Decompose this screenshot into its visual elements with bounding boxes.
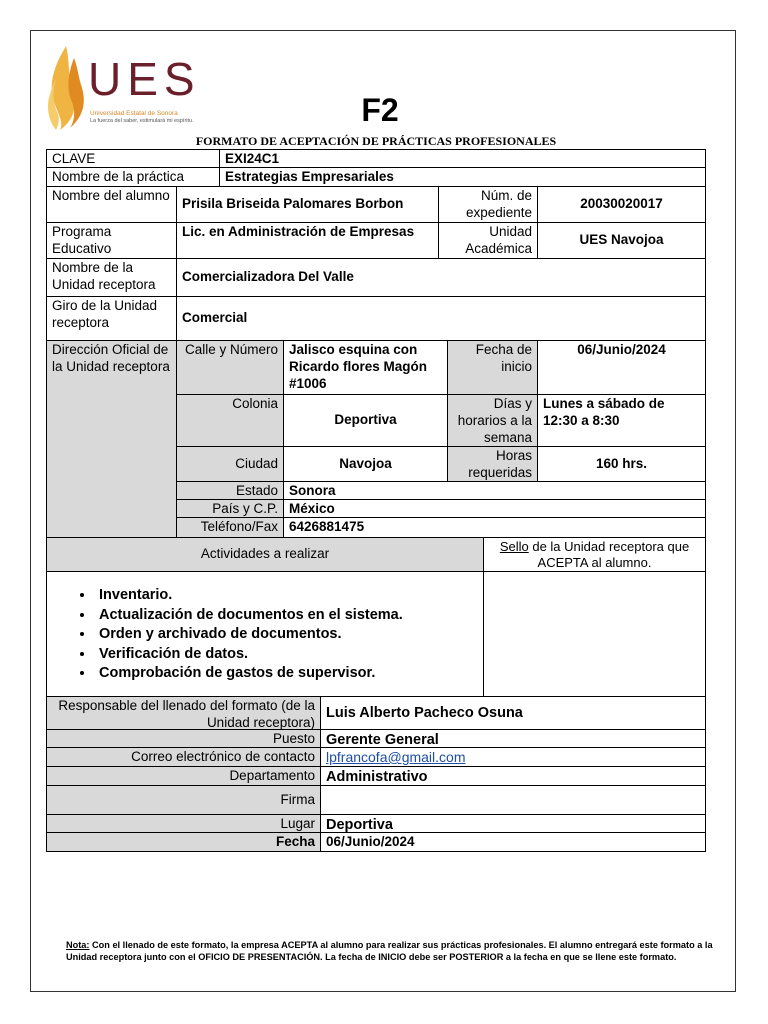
estado-label: Estado: [176, 481, 284, 500]
ciudad-label: Ciudad: [176, 446, 284, 482]
giro-value: Comercial: [176, 296, 706, 341]
receptora-label: Nombre de la Unidad receptora: [46, 258, 177, 297]
correo-cell: [320, 747, 706, 767]
correo-label: Correo electrónico de contacto: [46, 747, 321, 767]
sello-word: Sello: [499, 539, 529, 554]
list-item: • Orden y archivado de documentos.: [95, 625, 483, 645]
flame-icon: [44, 44, 88, 130]
logo-motto: La fuerza del saber, estimulará mi espíritu.: [90, 118, 194, 124]
clave-value: EXI24C1: [219, 149, 706, 168]
practica-label: Nombre de la práctica: [46, 167, 220, 187]
expediente-value: 20030020017: [537, 186, 706, 223]
puesto-value: Gerente General: [320, 729, 706, 748]
pais-value: México: [283, 499, 706, 518]
giro-label: Giro de la Unidad receptora: [46, 296, 177, 341]
clave-label: CLAVE: [46, 149, 220, 168]
note-text: Con el llenado de este formato, la empresa ACEPTA al alumno para realizar sus prácticas profesionales. El alumno entregará este formato a la Unidad receptora junto con el OFICIO DE PRESENTACIÓN. La fecha de INICIO debe ser POSTERIOR a la fecha en que se llene este formato.: [66, 940, 713, 962]
colonia-label: Colonia: [176, 394, 284, 447]
actividades-list-cell: [46, 571, 484, 697]
programa-label: Programa Educativo: [46, 222, 177, 259]
horas-value: 160 hrs.: [537, 446, 706, 482]
form-title: FORMATO DE ACEPTACIÓN DE PRÁCTICAS PROFESIONALES: [195, 134, 557, 148]
fecha-inicio-label: Fecha de inicio: [447, 340, 538, 395]
correo-link[interactable]: lpfrancofa@gmail.com: [326, 749, 466, 765]
puesto-label: Puesto: [46, 729, 321, 748]
calle-value: Jalisco esquina con Ricardo flores Magón #1006: [283, 340, 448, 395]
logo-letters: UES: [88, 53, 201, 105]
telefono-label: Teléfono/Fax: [176, 517, 284, 538]
form-code: F2: [361, 92, 399, 128]
receptora-value: Comercializadora Del Valle: [176, 258, 706, 297]
footer-note: [66, 940, 726, 964]
calle-label: Calle y Número: [176, 340, 284, 395]
unidad-academica-label: Unidad Académica: [438, 222, 538, 259]
fecha-inicio-value: 06/Junio/2024: [537, 340, 706, 395]
ues-logo: [44, 44, 214, 134]
list-item: • Actualización de documentos en el sistema.: [95, 606, 483, 626]
responsable-label: Responsable del llenado del formato (de la Unidad receptora): [46, 696, 321, 730]
alumno-value: Prisila Briseida Palomares Borbon: [176, 186, 439, 223]
dias-label: Días y horarios a la semana: [447, 394, 538, 447]
dias-value: Lunes a sábado de 12:30 a 8:30: [537, 394, 706, 447]
list-item: • Comprobación de gastos de supervisor.: [95, 664, 483, 684]
sello-area: [483, 571, 706, 697]
expediente-label: Núm. de expediente: [438, 186, 538, 223]
responsable-value: Luis Alberto Pacheco Osuna: [320, 696, 706, 730]
firma-label: Firma: [46, 785, 321, 815]
colonia-value: Deportiva: [283, 394, 448, 447]
pais-label: País y C.P.: [176, 499, 284, 518]
list-item: • Verificación de datos.: [95, 645, 483, 665]
alumno-label: Nombre del alumno: [46, 186, 177, 223]
unidad-academica-value: UES Navojoa: [537, 222, 706, 259]
lugar-value: Deportiva: [320, 814, 706, 833]
departamento-label: Departamento: [46, 766, 321, 786]
programa-value: Lic. en Administración de Empresas: [176, 222, 439, 259]
actividades-label: Actividades a realizar: [46, 537, 484, 572]
firma-value: [320, 785, 706, 815]
departamento-value: Administrativo: [320, 766, 706, 786]
horas-label: Horas requeridas: [447, 446, 538, 482]
fecha-label: Fecha: [46, 832, 321, 852]
list-item: • Inventario.: [95, 586, 483, 606]
note-label: Nota:: [66, 940, 90, 950]
fecha-value: 06/Junio/2024: [320, 832, 706, 852]
direccion-label: Dirección Oficial de la Unidad receptora: [46, 340, 177, 538]
practica-value: Estrategias Empresariales: [219, 167, 706, 187]
actividades-list: [47, 572, 483, 684]
ciudad-value: Navojoa: [283, 446, 448, 482]
sello-text: de la Unidad receptora que ACEPTA al alumno.: [528, 539, 690, 571]
lugar-label: Lugar: [46, 814, 321, 833]
estado-value: Sonora: [283, 481, 706, 500]
logo-university-name: Universidad Estatal de Sonora: [90, 110, 178, 117]
telefono-value: 6426881475: [283, 517, 706, 538]
sello-label: [483, 537, 706, 572]
